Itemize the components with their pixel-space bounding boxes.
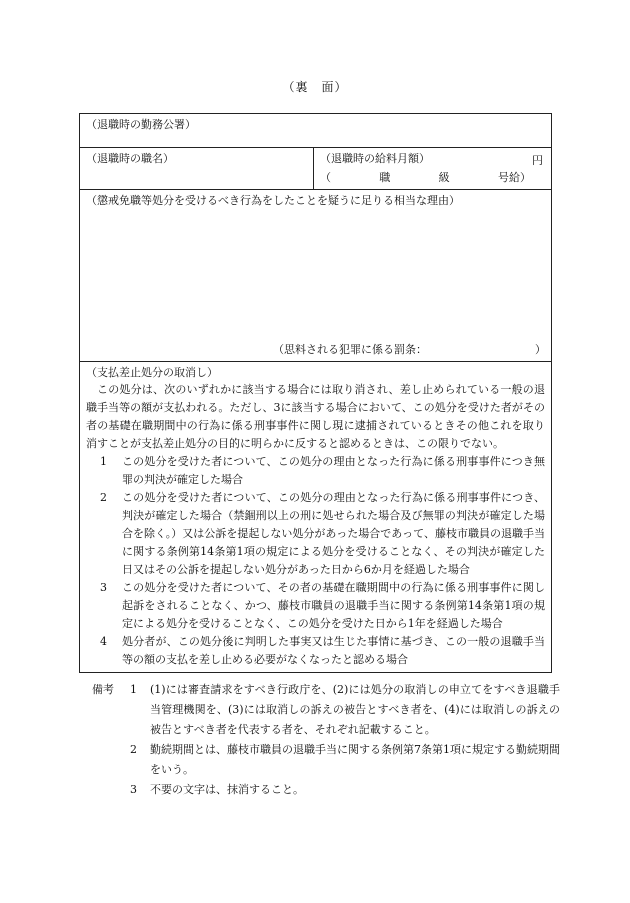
note-num: 1 — [130, 683, 137, 696]
penalty-close: ） — [535, 343, 546, 356]
cancel-item-text: 処分者が、この処分後に判明した事実又は生じた事情に基づき、この一般の退職手当等の額の支払を差し止める必要がなくなったと認める場合 — [122, 635, 545, 666]
note-item — [92, 680, 560, 740]
cancel-item — [86, 633, 545, 669]
note-num: 2 — [130, 743, 137, 756]
note-text: (1)には審査請求をすべき行政庁を、(2)には処分の取消しの申立てをすべき退職手当管理機関を、(3)には取消しの訴えの被告とすべき者を、(4)には取消しの訴えの被告とすべき者を代表する者を、それぞれ記載すること。 — [150, 683, 560, 736]
page-heading: （裏 面） — [282, 80, 348, 94]
position-salary-row — [80, 148, 551, 190]
position-field[interactable] — [80, 148, 314, 189]
cancel-item — [86, 489, 545, 579]
note-item — [92, 740, 560, 780]
cancel-item-num: 4 — [100, 635, 107, 648]
cancel-item-text: この処分を受けた者について、この処分の理由となった行為に係る刑事事件につき無罪の判決が確定した場合 — [122, 455, 545, 486]
note-text: 不要の文字は、抹消すること。 — [150, 783, 304, 796]
position-label: （退職時の職名） — [86, 152, 174, 165]
cancel-item-text: この処分を受けた者について、その者の基礎在職期間中の行為に係る刑事事件に関し起訴をされることなく、かつ、藤枝市職員の退職手当に関する条例第14条第1項の規定による処分を受けることなく、この処分を受けた日から1年を経過した場合 — [122, 581, 545, 630]
notes-head: 備考 — [92, 683, 114, 696]
office-field[interactable] — [80, 114, 551, 148]
cancel-item-num: 3 — [100, 581, 107, 594]
form-table — [79, 113, 552, 673]
reason-field[interactable] — [80, 190, 551, 362]
cancel-label: （支払差止処分の取消し） — [86, 366, 218, 379]
salary-field[interactable] — [314, 148, 551, 189]
cancel-section — [80, 362, 551, 672]
office-label: （退職時の勤務公署） — [86, 118, 196, 131]
grade-line — [320, 169, 545, 185]
note-text: 勤続期間とは、藤枝市職員の退職手当に関する条例第7条第1項に規定する勤続期間をいう。 — [150, 743, 560, 776]
penalty-label: （思料される犯罪に係る罰条： — [273, 343, 427, 356]
salary-label: （退職時の給料月額） — [320, 152, 430, 165]
cancel-item-num: 2 — [100, 491, 107, 504]
grade-gokyu: 号給） — [497, 171, 531, 184]
note-num: 3 — [130, 783, 137, 796]
cancel-item — [86, 579, 545, 633]
cancel-item — [86, 453, 545, 489]
penalty-line — [273, 341, 546, 357]
cancel-item-text: この処分を受けた者について、この処分の理由となった行為に係る刑事事件につき、判決が確定した場合（禁錮刑以上の刑に処せられた場合及び無罪の判決が確定した場合を除く。）又は公訴を提起しない処分があった場合であって、藤枝市職員の退職手当に関する条例第14条第1項の規定による処分を受けることなく、その判決が確定した日又はその公訴を提起しない処分があった日から6か月を経過した場合 — [122, 491, 545, 576]
cancel-intro: この処分は、次のいずれかに該当する場合には取り消され、差し止められている一般の退職手当等の額が支払われる。ただし、3に該当する場合において、この処分を受けた者がその者の基礎在職期間中の行為に係る刑事事件に関し現に逮捕されているときその他これを取り消すことが支払差止処分の目的に明らかに反すると認めるときは、この限りでない。 — [86, 383, 545, 450]
grade-shoku: 職 — [379, 171, 391, 184]
cancel-item-list — [86, 453, 545, 669]
reason-label: （懲戒免職等処分を受けるべき行為をしたことを疑うに足りる相当な理由） — [86, 194, 460, 207]
grade-open: （ — [320, 171, 331, 184]
salary-unit: 円 — [532, 154, 543, 167]
cancel-item-num: 1 — [100, 455, 107, 468]
note-item — [92, 780, 560, 800]
notes-section — [92, 680, 560, 800]
grade-kyu: 級 — [438, 171, 450, 184]
